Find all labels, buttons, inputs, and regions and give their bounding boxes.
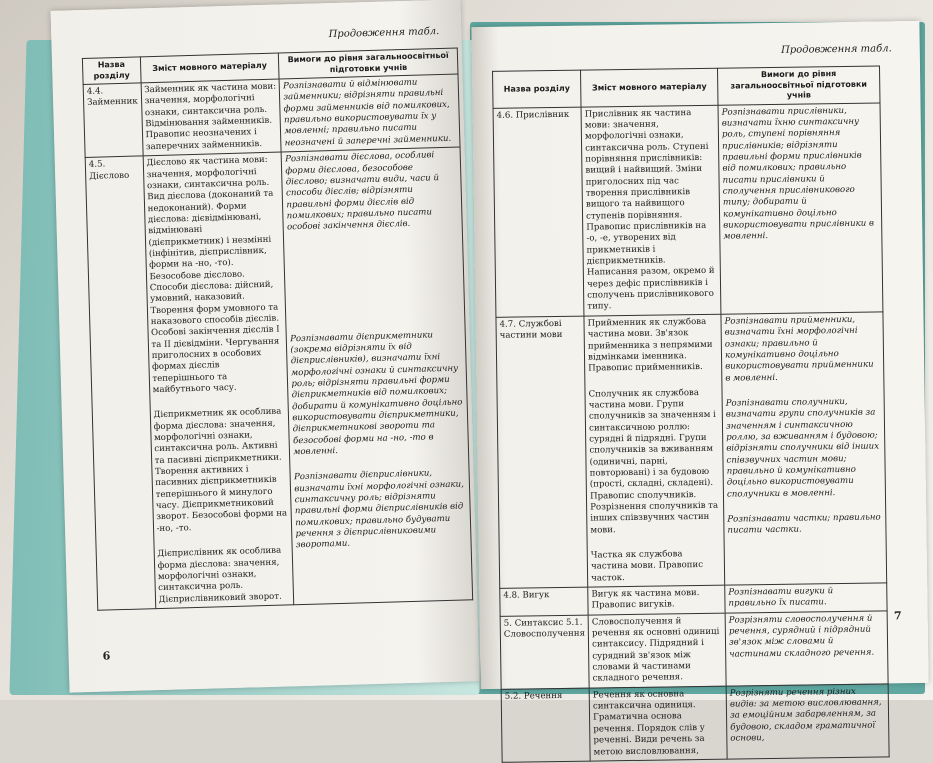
requirements-text: Розпізнавати прийменники, визначати їхні морфологічні ознаки; правильно й комунікативно доцільно використовувати прийменники в мовленні. xyxy=(724,314,874,384)
section-name: 5. Синтаксис 5.1. Словосполучення xyxy=(500,615,589,689)
right-table xyxy=(492,65,890,762)
content-text: Дієслово як частина мови: значення, морфологічні ознаки, синтаксична роль. Вид дієслова (доконаний та недоконаний). Форми дієслова: дієвідмінювані, відмінювані (дієприкметник) і незмінні (інфінітив, дієприслівник, форми на -но, -то). Безособове дієслово. Способи дієслова: дійсний, умовний, наказовий. Творення форм умовного та наказового способів дієслів. Особові закінчення дієслів І та ІІ дієвідміни. Чергування приголосних в особових формах дієслів теперішнього та майбутнього часу. xyxy=(146,155,280,396)
column-header-content: Зміст мовного матеріалу xyxy=(140,53,279,83)
column-header-requirements: Вимоги до рівня загальноосвітньої підготовки учнів xyxy=(718,66,880,105)
right-page xyxy=(471,21,928,758)
requirements-text: Розпізнавати сполучники, визначати групи сполучників за значенням і синтаксичною роллю, за вживанням і будовою; відрізняти сполучники від інших співзвучних частин мови; правильно й комунікативно доцільно використовувати сполучники в мовленні. xyxy=(725,396,880,500)
content-cell xyxy=(588,585,725,615)
content-cell xyxy=(581,105,721,316)
requirements-text: Розпізнавати прислівники, визначати їхню синтаксичну роль, ступені порівняння прислівників; відрізняти правильні форми прислівників від помилкових; правильно писати прислівники й сполучення прислівникового типу; добирати й комунікативно доцільно використовувати прислівники в мовленні. xyxy=(721,105,875,243)
content-cell xyxy=(143,152,294,608)
content-text: Сполучник як службова частина мови. Групи сполучників за значенням і синтаксичною роллю: сурядні й підрядні. Групи сполучників за вживанням (одиничні, парні, повторювані) і за будовою (прості, складні, складені). Правопис сполучників. Розрізнення сполучників та інших співзвучних частин мови. xyxy=(588,387,719,536)
requirements-cell xyxy=(279,74,460,152)
content-cell xyxy=(588,613,726,688)
requirements-cell xyxy=(725,611,888,686)
content-cell xyxy=(584,314,725,587)
requirements-text: Розпізнавати частки; правильно писати частки. xyxy=(727,512,881,536)
requirements-cell xyxy=(721,312,887,585)
table-row xyxy=(85,147,472,610)
requirements-text: Розрізняти речення різних видів: за метою висловлювання, за емоційним забарвленням, за будовою, складом граматичної основи, xyxy=(729,686,882,744)
right-table-header-row xyxy=(493,66,880,108)
requirements-text: Розпізнавати дієприслівники, визначати їхні морфологічні ознаки, синтаксичну роль; відрізняти правильні форми дієприслівників від помилкових; правильно будувати речення з дієприслівниковими зворотами. xyxy=(293,468,465,551)
content-text: Вигук як частина мови. Правопис вигуків. xyxy=(591,588,700,611)
table-row xyxy=(500,611,888,689)
content-text: Частка як службова частина мови. Правопис часток. xyxy=(590,549,704,584)
table-row xyxy=(501,684,889,762)
requirements-text: Розпізнавати вигуки й правильно їх писати. xyxy=(728,586,834,610)
section-name: 4.4. Займенник xyxy=(83,83,143,158)
requirements-text: Розпізнавати дієслова, особливі форми дієслова, безособове дієслово; визначати види, часи й способи дієслів; відрізняти правильні форми дієслів від помилкових; правильно писати особові закінчення дієслів. xyxy=(285,150,440,233)
section-name: 4.5. Дієслово xyxy=(85,156,155,610)
column-header-requirements: Вимоги до рівня загальноосвітньої підготовки учнів xyxy=(279,48,458,79)
content-text: Займенник як частина мови: значення, морфологічні ознаки, синтаксична роль. Відмінювання займенників. Правопис неозначених і заперечних займенників. xyxy=(144,81,277,153)
content-text: Дієприкметник як особлива форма дієслова: значення, морфологічні ознаки, синтаксична роль. Активні та пасивні дієприкметники. Творення активних і пасивних дієприкметників теперішнього й минулого часу. Дієприкметниковий зворот. Безособові форми на -но, -то. xyxy=(153,406,288,534)
column-header-section: Назва розділу xyxy=(82,57,140,85)
content-cell xyxy=(141,79,282,156)
requirements-text: Розпізнавати й відмінювати займенники; відрізняти правильні форми займенників від помилкових, правильно використовувати їх у мовленні; правильно писати неозначені й заперечні займенники. xyxy=(282,77,452,149)
spacer xyxy=(287,229,461,334)
content-cell xyxy=(589,686,727,761)
content-text: Речення як основна синтаксична одиниця. Граматична основа речення. Порядок слів у реченні. Види речень за метою висловлювання, xyxy=(592,689,705,758)
right-page-header: Продовження табл. xyxy=(780,43,892,56)
content-text: Прийменник як службова частина мови. Зв'язок прийменника з непрямими відмінками іменника. Правопис прийменників. xyxy=(587,316,713,374)
right-page-number: 7 xyxy=(893,609,902,623)
column-header-section: Назва розділу xyxy=(493,70,582,108)
left-table xyxy=(82,48,473,611)
content-text: Дієприслівник як особлива форма дієслова: значення, морфологічні ознаки, синтаксична роль. Дієприслівниковий зворот. xyxy=(157,545,282,605)
requirements-text: Розрізняти словосполучення й речення, сурядний і підрядний зв'язок між словами й частинами складного речення. xyxy=(728,613,875,660)
section-name: 4.8. Вигук xyxy=(500,587,588,616)
table-row xyxy=(496,312,887,589)
column-header-content: Зміст мовного матеріалу xyxy=(581,68,718,107)
section-name: 5.2. Речення xyxy=(501,688,590,762)
section-name: 4.7. Службові частини мови xyxy=(496,316,588,588)
requirements-cell xyxy=(725,583,887,613)
content-text: Словосполучення й речення як основні одиниці синтаксису. Підрядний і сурядний зв'язок між словами й частинами складного речення. xyxy=(591,616,720,684)
left-page xyxy=(51,0,480,693)
requirements-cell xyxy=(718,103,883,314)
requirements-cell xyxy=(281,147,472,605)
content-text: Прислівник як частина мови: значення, морфологічні ознаки, синтаксична роль. Ступені порівняння прислівників: вищий і найвищий. Зміни приголосних під час творення прислівників вищого та найвищого ступенів порівняння. Правопис прислівників на -о, -е, утворених від прикметників і дієприкметників. Написання разом, окремо й через дефіс прислівників і сполучень прислівникового типу. xyxy=(584,107,715,313)
requirements-text: Розпізнавати дієприкметники (зокрема відрізняти їх від дієприслівників), визначати їхні морфологічні ознаки й синтаксичну роль; відрізняти правильні форми дієприкметників від помилкових; добирати й комунікативно доцільно використовувати дієприкметники, дієприкметникові звороти та безособові форми на -но, -то в мовленні. xyxy=(290,329,463,458)
left-page-number: 6 xyxy=(102,649,111,663)
table-row xyxy=(83,74,460,158)
left-page-header: Продовження табл. xyxy=(328,26,440,41)
section-name: 4.6. Прислівник xyxy=(493,107,584,317)
table-row xyxy=(493,103,883,318)
requirements-cell xyxy=(726,684,889,759)
